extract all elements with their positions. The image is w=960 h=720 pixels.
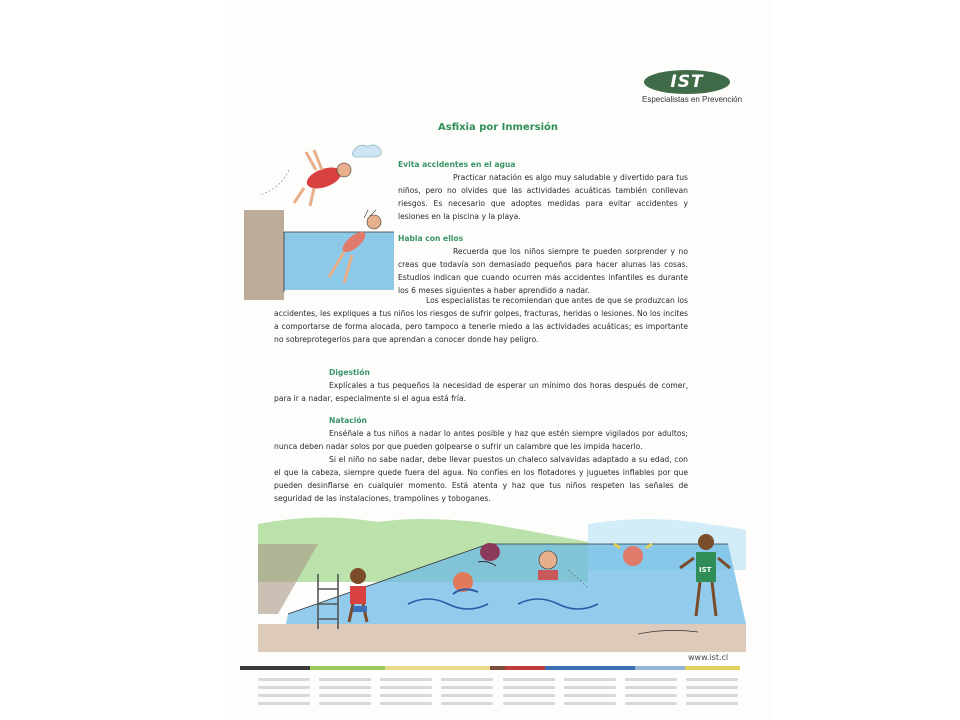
section-paragraph: Si el niño no sabe nadar, debe llevar puestos un chaleco salvavidas adaptado a su edad, con el que la cabeza, siempre quede fuera del agua. No confíes en los flotadores y juguetes inflables por que pueden desinflarse en cualquier momento. Está atenta y haz que tus niños respeten las señales de seguridad de las instalaciones, trampolines y toboganes. xyxy=(274,455,688,503)
footer-color-bar xyxy=(240,666,740,670)
section-paragraph: Enséñale a tus niños a nadar lo antes posible y haz que estén siempre vigilados por adultos; nunca deben nadar solos por que pueden golpearse o sufrir un calambre que les impida hacerlo. xyxy=(274,429,688,451)
section-heading: Habla con ellos xyxy=(398,234,464,243)
section-habla-cont xyxy=(274,294,688,346)
footer-office xyxy=(625,678,677,718)
footer-office xyxy=(441,678,493,718)
footer-office xyxy=(380,678,432,718)
document-title: Asfixia por Inmersión xyxy=(438,122,558,133)
svg-text:IST: IST xyxy=(699,566,712,574)
section-heading: Evita accidentes en el agua xyxy=(398,160,516,169)
section-paragraph: Los especialistas te recomiendan que antes de que se produzcan los accidentes, les expliques a tus niños los riesgos de sufrir golpes, fracturas, heridas o lesiones. No los incites a comportarse de forma alocada, pero tampoco a tenerle miedo a las actividades acuáticas; es importante no sobreprotegerlos para que aprendan a conocer donde hay peligro. xyxy=(274,296,688,344)
section-habla xyxy=(398,232,688,297)
section-paragraph: Practicar natación es algo muy saludable y divertido para tus niños, pero no olvides que las actividades acuáticas también conllevan riesgos. Es necesario que adoptes medidas para evitar accidentes y lesiones en la piscina y la playa. xyxy=(398,173,688,221)
footer-url[interactable]: www.ist.cl xyxy=(688,653,729,662)
section-evita xyxy=(398,158,688,223)
section-paragraph: Explícales a tus pequeños la necesidad de esperar un mínimo dos horas después de comer, para ir a nadar, especialmente si el agua está fría. xyxy=(274,381,688,403)
section-heading: Natación xyxy=(329,416,367,425)
pool-scene-illustration xyxy=(258,514,746,652)
footer-office xyxy=(686,678,738,718)
section-digestion xyxy=(274,366,688,405)
logo-tagline: Especialistas en Prevención xyxy=(642,95,743,104)
ist-logo xyxy=(642,70,742,108)
section-paragraph: Recuerda que los niños siempre te pueden sorprender y no creas que todavía son demasiado pequeños para hacer alunas las cosas. Estudios indican que cuando ocurren más accidentes infantiles es durante los 6 meses siguientes a haber aprendido a nadar. xyxy=(398,247,688,295)
footer-office xyxy=(258,678,310,718)
footer-offices xyxy=(258,678,738,718)
pool-jump-illustration xyxy=(234,140,394,300)
logo-mark: IST xyxy=(670,72,704,92)
footer-office xyxy=(319,678,371,718)
footer-office xyxy=(564,678,616,718)
section-heading: Digestión xyxy=(329,368,370,377)
footer-office xyxy=(503,678,555,718)
section-natacion xyxy=(274,414,688,505)
